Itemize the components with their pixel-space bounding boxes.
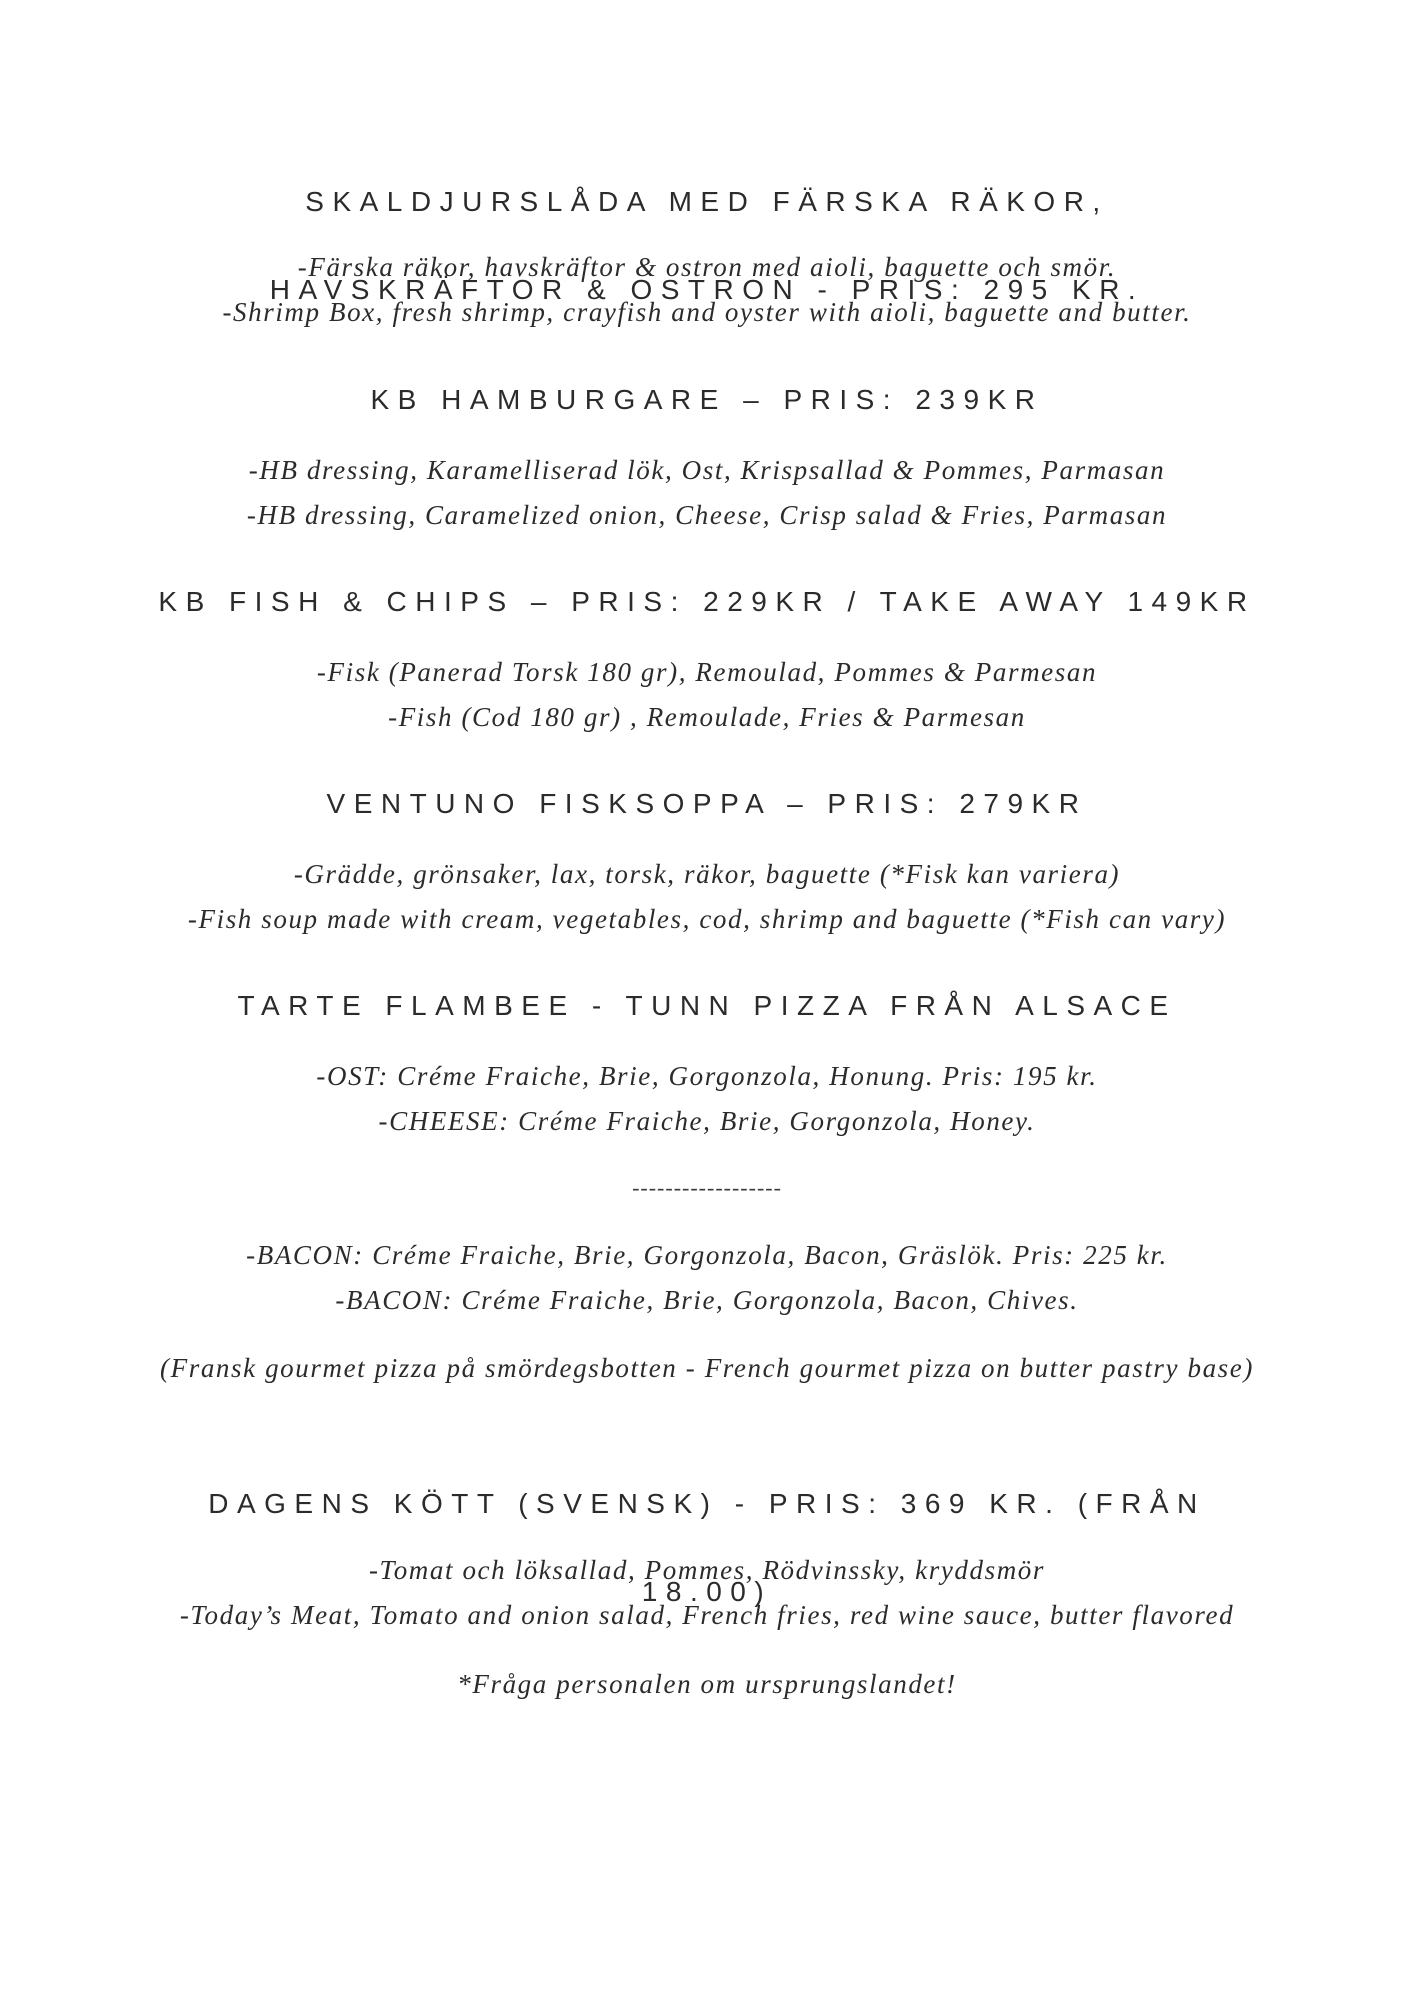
fish-chips-title: KB FISH & CHIPS – PRIS: 229KR / TAKE AWAY 149KR <box>158 586 1256 617</box>
fish-chips-desc-sv: -Fisk (Panerad Torsk 180 gr), Remoulad, Pommes & Parmesan <box>316 657 1098 687</box>
hamburger-desc-sv: -HB dressing, Karamelliserad lök, Ost, Krispsallad & Pommes, Parmasan <box>248 455 1166 485</box>
tarte-flambee-note: (Fransk gourmet pizza på smördegsbotten - French gourmet pizza on butter pastry base) <box>160 1353 1254 1383</box>
fish-soup-title: VENTUNO FISKSOPPA – PRIS: 279KR <box>326 788 1088 819</box>
fish-soup-description <box>107 852 1307 942</box>
tarte-flambee-cheese-en: -CHEESE: Créme Fraiche, Brie, Gorgonzola, Honey. <box>378 1106 1036 1136</box>
fish-chips-desc-en: -Fish (Cod 180 gr) , Remoulade, Fries & Parmesan <box>388 702 1026 732</box>
meat-origin-note: *Fråga personalen om ursprungslandet! <box>457 1669 957 1699</box>
hamburger-desc-en: -HB dressing, Caramelized onion, Cheese, Crisp salad & Fries, Parmasan <box>246 500 1168 530</box>
shrimp-box-desc-sv: -Färska räkor, havskräftor & ostron med aioli, baguette och smör. <box>297 252 1117 282</box>
hamburger-description <box>107 448 1307 538</box>
meat-desc-en: -Today’s Meat, Tomato and onion salad, French fries, red wine sauce, butter flavored <box>179 1600 1235 1630</box>
tarte-flambee-bacon-en: -BACON: Créme Fraiche, Brie, Gorgonzola, Bacon, Chives. <box>335 1285 1079 1315</box>
tarte-flambee-divider: ------------------ <box>632 1175 782 1200</box>
fish-chips-description <box>107 650 1307 740</box>
meat-title-line1: DAGENS KÖTT (SVENSK) - PRIS: 369 KR. (FRÅN <box>208 1488 1206 1519</box>
meat-title-line2: 18.00) <box>641 1576 773 1607</box>
tarte-flambee-cheese-sv: -OST: Créme Fraiche, Brie, Gorgonzola, Honung. Pris: 195 kr. <box>316 1061 1098 1091</box>
fish-soup-desc-sv: -Grädde, grönsaker, lax, torsk, räkor, baguette (*Fisk kan variera) <box>293 859 1121 889</box>
shrimp-box-description <box>107 245 1307 335</box>
shrimp-box-title-line2: HAVSKRÄFTOR & OSTRON - PRIS: 295 KR. <box>269 274 1145 305</box>
hamburger-title: KB HAMBURGARE – PRIS: 239KR <box>370 384 1044 415</box>
fish-soup-desc-en: -Fish soup made with cream, vegetables, cod, shrimp and baguette (*Fish can vary) <box>187 904 1227 934</box>
tarte-flambee-bacon-sv: -BACON: Créme Fraiche, Brie, Gorgonzola, Bacon, Gräslök. Pris: 225 kr. <box>246 1240 1168 1270</box>
tarte-flambee-bacon <box>107 1233 1307 1323</box>
meat-description <box>107 1548 1307 1638</box>
tarte-flambee-cheese <box>107 1054 1307 1144</box>
shrimp-box-title-line1: SKALDJURSLÅDA MED FÄRSKA RÄKOR, <box>305 186 1109 217</box>
meat-desc-sv: -Tomat och löksallad, Pommes, Rödvinssky, kryddsmör <box>368 1555 1046 1585</box>
tarte-flambee-title: TARTE FLAMBEE - TUNN PIZZA FRÅN ALSACE <box>237 990 1177 1021</box>
shrimp-box-desc-en: -Shrimp Box, fresh shrimp, crayfish and oyster with aioli, baguette and butter. <box>222 297 1192 327</box>
